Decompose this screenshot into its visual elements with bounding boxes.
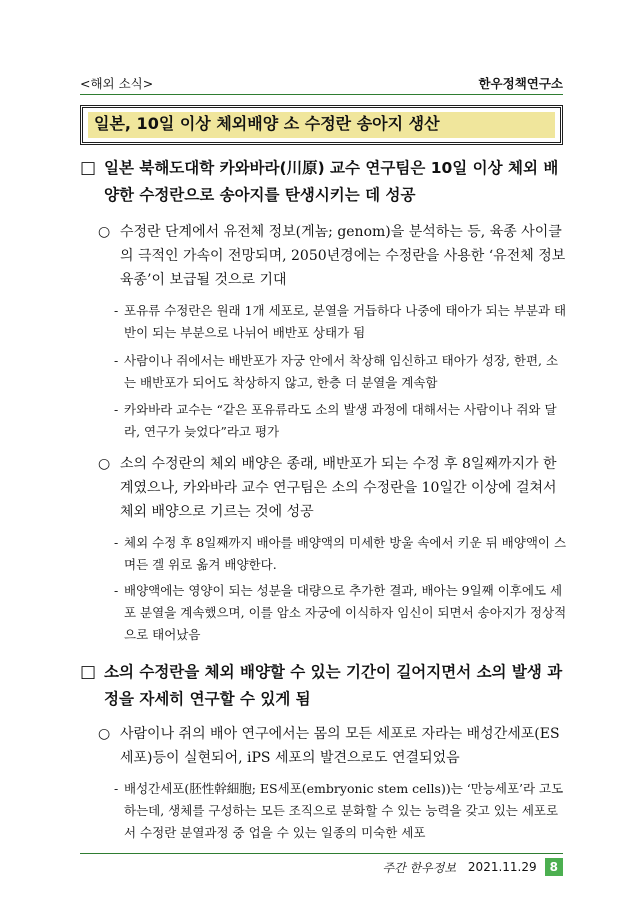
section-2-heading: □ 소의 수정란을 체외 배양할 수 있는 기간이 길어지면서 소의 발생 과정을 자세히 연구할 수 있게 됨 — [80, 659, 563, 713]
publication-name: 주간 한우정보 — [382, 860, 456, 875]
circle-bullet: ○ — [98, 726, 111, 742]
circle-bullet: ○ — [98, 224, 111, 240]
page-number: 8 — [545, 858, 563, 876]
footer-divider — [80, 853, 563, 854]
header-category: <해외 소식> — [80, 76, 154, 91]
section-1-detail-2: - 사람이나 쥐에서는 배반포가 자궁 안에서 착상해 임신하고 태아가 성장, 한편, 소는 배반포가 되어도 착상하지 않고, 한층 더 분열을 계속함 — [114, 350, 568, 394]
dash-bullet: - — [114, 583, 119, 598]
section-1-heading: □ 일본 북해도대학 카와바라(川原) 교수 연구팀은 10일 이상 체외 배양한 수정란으로 송아지를 탄생시키는 데 성공 — [80, 155, 563, 209]
dash-bullet: - — [114, 303, 119, 318]
page-header — [80, 72, 563, 92]
page-footer — [383, 857, 563, 877]
section-1-detail-5: - 배양액에는 영양이 되는 성분을 대량으로 추가한 결과, 배아는 9일째 이후에도 세포 분열을 계속했으며, 이를 암소 자궁에 이식하자 임신이 되면서 송아지가 정상적으로 태어났음 — [114, 580, 568, 646]
circle-bullet: ○ — [98, 456, 111, 472]
section-1-detail-1: - 포유류 수정란은 원래 1개 세포로, 분열을 거듭하다 나중에 태아가 되는 부분과 태반이 되는 부분으로 나뉘어 배반포 상태가 됨 — [114, 300, 568, 344]
title-box — [80, 105, 563, 145]
dash-bullet: - — [114, 781, 119, 796]
square-bullet: □ — [80, 662, 97, 682]
dash-bullet: - — [114, 535, 119, 550]
section-2-detail-1: - 배성간세포(胚性幹細胞; ES세포(embryonic stem cells))는 ‘만능세포’라 고도 하는데, 생체를 구성하는 모든 조직으로 분화할 수 있는 능력을 갖고 있는 세포로서 수정란 분열과정 중 업을 수 있는 일종의 미숙한 세포 — [114, 778, 568, 844]
publication-date: 2021.11.29 — [467, 860, 537, 874]
dash-bullet: - — [114, 402, 119, 417]
section-1-detail-3: - 카와바라 교수는 “같은 포유류라도 소의 발생 과정에 대해서는 사람이나 쥐와 달라, 연구가 늦었다”라고 평가 — [114, 399, 568, 443]
section-2-point-1: ○ 사람이나 쥐의 배아 연구에서는 몸의 모든 세포로 자라는 배성간세포(ES세포)등이 실현되어, iPS 세포의 발견으로도 연결되었음 — [98, 722, 568, 770]
section-1-point-2: ○ 소의 수정란의 체외 배양은 종래, 배반포가 되는 수정 후 8일째까지가 한계였으나, 카와바라 교수 연구팀은 소의 수정란을 10일간 이상에 걸쳐서 체외 배양으로 기르는 것에 성공 — [98, 452, 568, 524]
header-organization: 한우정책연구소 — [478, 76, 563, 91]
section-1-point-1: ○ 수정란 단계에서 유전체 정보(게놈; genom)을 분석하는 등, 육종 사이클의 극적인 가속이 전망되며, 2050년경에는 수정란을 사용한 ‘유전체 정보 육종’이 보급될 것으로 기대 — [98, 220, 568, 292]
section-1-detail-4: - 체외 수정 후 8일째까지 배아를 배양액의 미세한 방울 속에서 키운 뒤 배양액이 스며든 겔 위로 옮겨 배양한다. — [114, 532, 568, 576]
page-title: 일본, 10일 이상 체외배양 소 수정란 송아지 생산 — [88, 112, 555, 138]
square-bullet: □ — [80, 158, 97, 178]
header-divider — [80, 94, 563, 95]
dash-bullet: - — [114, 353, 119, 368]
